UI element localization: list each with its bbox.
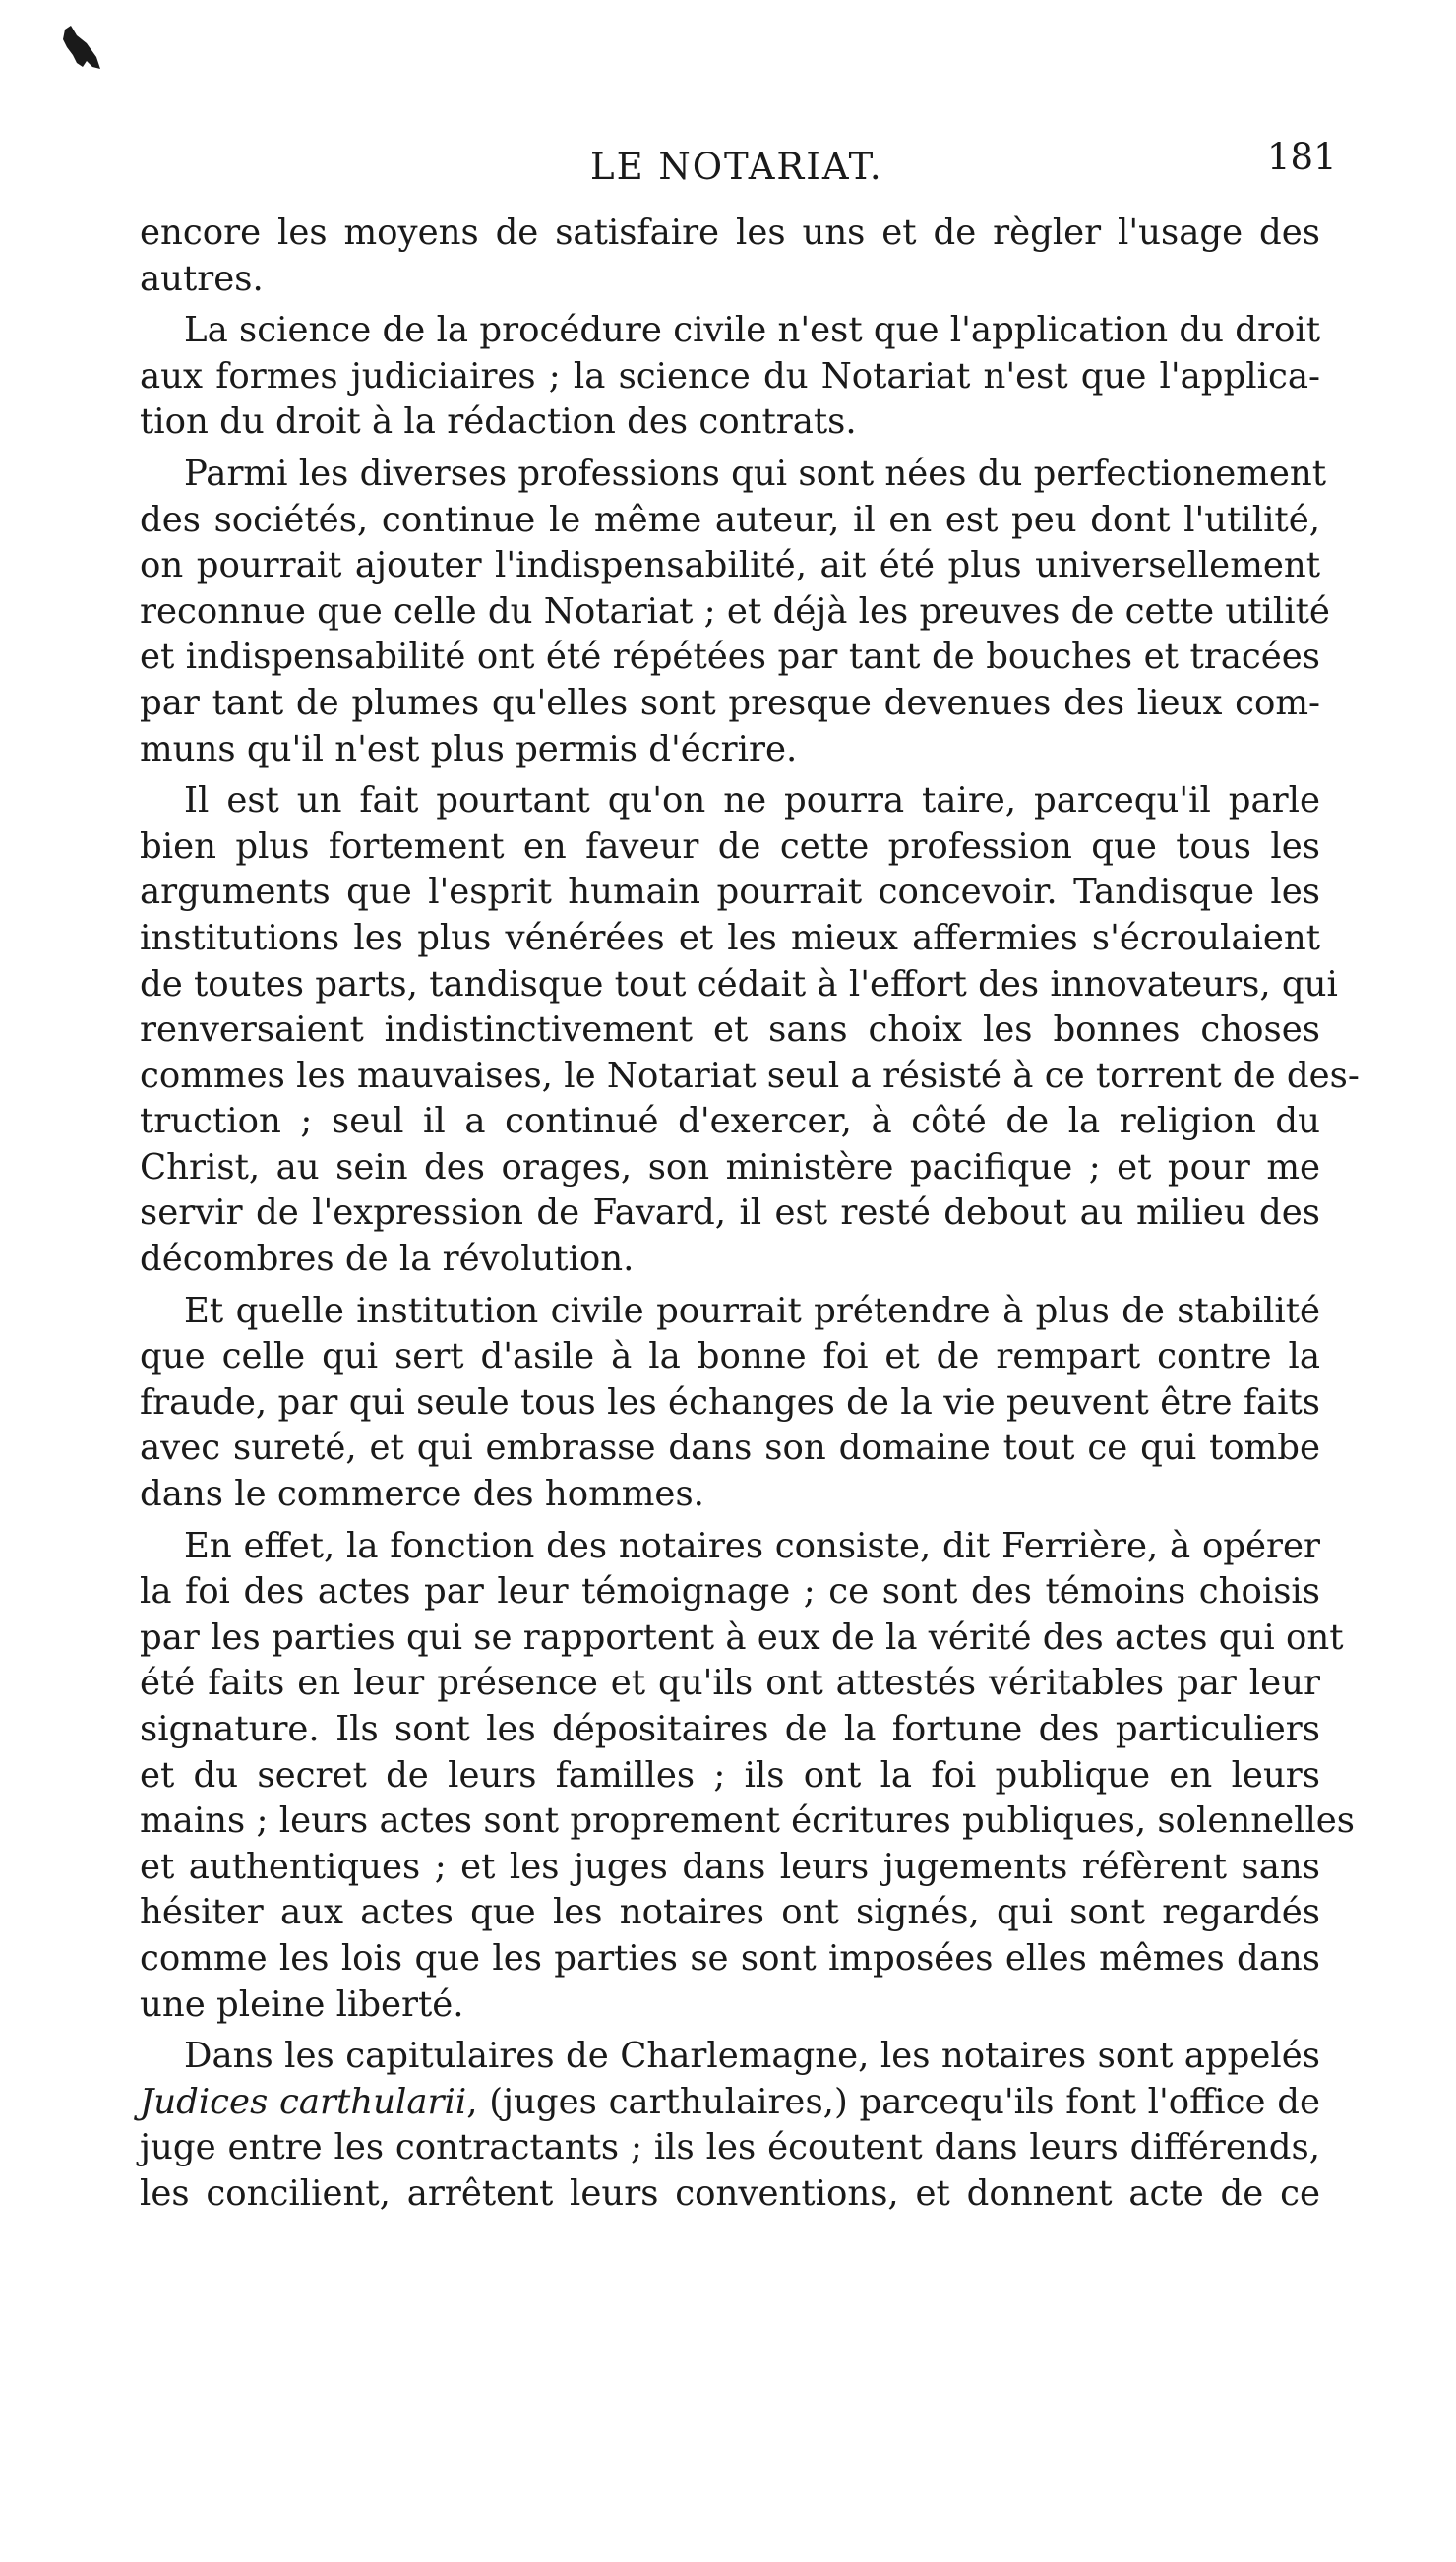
- text-line: fraude, par qui seule tous les échanges de la vie peuvent être faits: [140, 1381, 1320, 1423]
- text-line-with-italic: Judices carthularii, (juges carthulaires,) parcequ'ils font l'office de: [140, 2081, 1320, 2122]
- text-line: commes les mauvaises, le Notariat seul a résisté à ce torrent de des-: [140, 1055, 1360, 1096]
- paragraph-1: [140, 211, 1320, 302]
- text-line: Dans les capitulaires de Charlemagne, les notaires sont appelés: [184, 2036, 1320, 2077]
- text-line: hésiter aux actes que les notaires ont signés, qui sont regardés: [140, 1892, 1320, 1933]
- text-line: une pleine liberté.: [140, 1983, 464, 2025]
- text-line: la foi des actes par leur témoignage ; ce sont des témoins choisis: [140, 1571, 1320, 1613]
- text-line: décombres de la révolution.: [140, 1239, 635, 1280]
- corner-ink-mark: [57, 22, 106, 81]
- paragraph-6: [140, 1524, 1356, 2029]
- text-line: de toutes parts, tandisque tout cédait à l'effort des innovateurs, qui: [140, 963, 1338, 1005]
- text-line: bien plus fortement en faveur de cette profession que tous les: [140, 825, 1320, 867]
- text-line: arguments que l'esprit humain pourrait concevoir. Tandisque les: [140, 872, 1320, 913]
- text-line: par tant de plumes qu'elles sont presque devenues des lieux com-: [140, 682, 1320, 723]
- text-line: Et quelle institution civile pourrait prétendre à plus de stabilité: [184, 1290, 1320, 1331]
- text-line: institutions les plus vénérées et les mieux affermies s'écroulaient: [140, 917, 1320, 958]
- latin-term: Judices carthularii: [140, 2081, 467, 2122]
- text-line: truction ; seul il a continué d'exercer, à côté de la religion du: [140, 1101, 1320, 1142]
- text-line: signature. Ils sont les dépositaires de la fortune des particuliers: [140, 1709, 1320, 1749]
- text-line: La science de la procédure civile n'est que l'application du droit: [184, 310, 1320, 351]
- text-line: renversaient indistinctivement et sans choix les bonnes choses: [140, 1009, 1320, 1051]
- text-line: comme les lois que les parties se sont imposées elles mêmes dans: [140, 1937, 1320, 1979]
- text-line: dans le commerce des hommes.: [140, 1474, 704, 1515]
- text-line: que celle qui sert d'asile à la bonne foi et de rempart contre la: [140, 1336, 1320, 1377]
- text-line: avec sureté, et qui embrasse dans son domaine tout ce qui tombe: [140, 1428, 1320, 1469]
- text-line: reconnue que celle du Notariat ; et déjà les preuves de cette utilité: [140, 590, 1330, 632]
- paragraph-4: [140, 778, 1360, 1283]
- text-line: juge entre les contractants ; ils les écoutent dans leurs différends,: [140, 2127, 1320, 2168]
- text-line: on pourrait ajouter l'indispensabilité, ait été plus universellement: [140, 545, 1320, 586]
- paragraph-5: [140, 1289, 1320, 1518]
- text-line: autres.: [140, 258, 264, 299]
- paragraph-7: [140, 2034, 1320, 2217]
- text-line: aux formes judiciaires ; la science du Notariat n'est que l'applica-: [140, 355, 1320, 396]
- page-number: 181: [1267, 136, 1337, 178]
- text-line: mains ; leurs actes sont proprement écritures publiques, solennelles: [140, 1800, 1356, 1842]
- text-line: et du secret de leurs familles ; ils ont la foi publique en leurs: [140, 1754, 1320, 1796]
- text-line: été faits en leur présence et qu'ils ont attestés véritables par leur: [140, 1663, 1320, 1704]
- text-line: des sociétés, continue le même auteur, il en est peu dont l'utilité,: [140, 499, 1320, 540]
- text-line: muns qu'il n'est plus permis d'écrire.: [140, 728, 798, 769]
- text-line: les concilient, arrêtent leurs conventions, et donnent acte de ce: [140, 2172, 1320, 2214]
- text-line: Il est un fait pourtant qu'on ne pourra taire, parcequ'il parle: [184, 780, 1320, 822]
- running-title: LE NOTARIAT.: [590, 146, 883, 188]
- text-line: et indispensabilité ont été répétées par tant de bouches et tracées: [140, 637, 1320, 678]
- text-line: et authentiques ; et les juges dans leurs jugements réfèrent sans: [140, 1846, 1320, 1887]
- paragraph-3: [140, 452, 1330, 772]
- text-line: Christ, au sein des orages, son ministère pacifique ; et pour me: [140, 1146, 1320, 1188]
- text-line: encore les moyens de satisfaire les uns et de règler l'usage des: [140, 213, 1320, 253]
- text-line: En effet, la fonction des notaires consiste, dit Ferrière, à opérer: [184, 1525, 1320, 1566]
- text-line: Parmi les diverses professions qui sont nées du perfectionement: [184, 453, 1327, 494]
- paragraph-2: [140, 308, 1320, 446]
- text-line: servir de l'expression de Favard, il est resté debout au milieu des: [140, 1192, 1320, 1234]
- body-text: [140, 211, 1360, 2224]
- running-head: [0, 136, 1456, 205]
- text-line: par les parties qui se rapportent à eux de la vérité des actes qui ont: [140, 1616, 1344, 1658]
- text-line: tion du droit à la rédaction des contrats.: [140, 401, 857, 443]
